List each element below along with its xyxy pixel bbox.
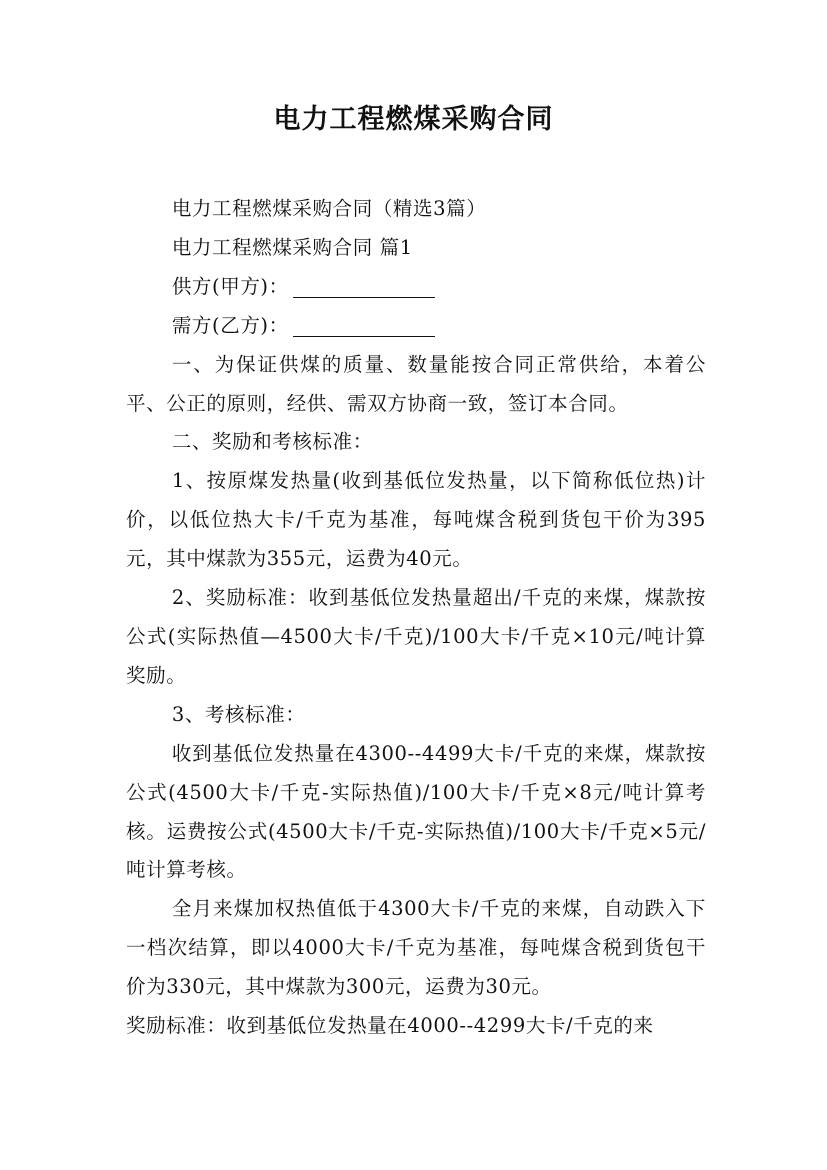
paragraph-reward-standard [126,579,706,696]
buyer-party-line [126,307,706,346]
party-label: 供方(甲方)： [171,274,289,298]
paragraph-text: 3、考核标准： [171,702,306,726]
paragraph-assessment-rule [126,735,706,891]
paragraph-text: 电力工程燃煤采购合同（精选3篇） [171,197,487,220]
paragraph-section-heading [126,229,706,268]
paragraph-text: 1、按原煤发热量(收到基低位发热量，以下简称低位热)计价，以低位热大卡/千克为基准，每吨煤含税到货包干价为395元，其中煤款为355元，运费为40元。 [126,469,706,571]
paragraph-clause-2-heading [126,423,706,462]
paragraph-text: 2、奖励标准：收到基低位发热量超出/千克的来煤，煤款按公式(实际热值—4500大卡/千克)/100大卡/千克×10元/吨计算奖励。 [126,586,706,687]
document-body [126,190,706,1046]
paragraph-text: 电力工程燃煤采购合同 篇1 [171,235,413,259]
supplier-party-line [126,268,706,307]
paragraph-monthly-rule [126,890,706,1007]
fill-in-blank [293,271,435,298]
fill-in-blank [293,310,435,337]
paragraph-assessment-heading [126,696,706,735]
party-label: 需方(乙方)： [171,313,289,337]
paragraph-text: 奖励标准：收到基低位发热量在4000--4299大卡/千克的来 [126,1014,654,1038]
paragraph-text: 全月来煤加权热值低于4300大卡/千克的来煤，自动跌入下一档次结算，即以4000大卡/千克为基准，每吨煤含税到货包干价为330元，其中煤款为300元，运费为30元。 [126,897,706,999]
paragraph-text: 收到基低位发热量在4300--4499大卡/千克的来煤，煤款按公式(4500大卡/千克-实际热值)/100大卡/千克×8元/吨计算考核。运费按公式(4500大卡/千克-实际热值)/100大卡/千克×5元/吨计算考核。 [126,741,706,882]
document-title: 电力工程燃煤采购合同 [273,104,554,135]
paragraph-text: 一、为保证供煤的质量、数量能按合同正常供给，本着公平、公正的原则，经供、需双方协商一致，签订本合同。 [126,352,706,415]
paragraph-text: 二、奖励和考核标准： [171,430,373,454]
paragraph-pricing [126,462,706,579]
paragraph-clause-1 [126,346,706,424]
paragraph-subtitle [126,190,706,229]
paragraph-reward-continued [126,1007,706,1046]
